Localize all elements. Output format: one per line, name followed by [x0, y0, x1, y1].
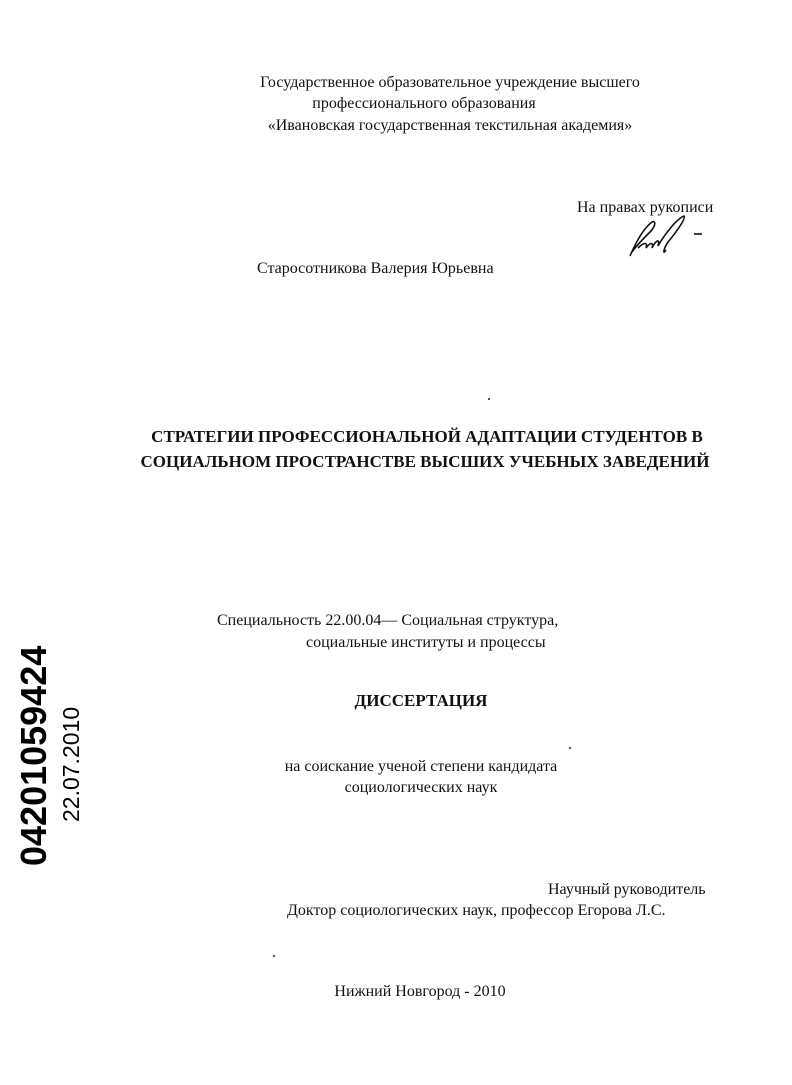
registration-date-stamp: 22.07.2010 [58, 706, 84, 822]
supervisor-label: Научный руководитель [548, 881, 706, 898]
scan-speck [569, 747, 571, 749]
title-line-1: СТРАТЕГИИ ПРОФЕССИОНАЛЬНОЙ АДАПТАЦИИ СТУДЕНТОВ В [151, 427, 703, 446]
degree-line-1: на соискание ученой степени кандидата [284, 758, 558, 775]
registration-number-stamp: 04201059424 [13, 645, 54, 866]
specialty-line-1: Специальность 22.00.04— Социальная структура, [217, 612, 559, 629]
institution-line-2: профессионального образования [312, 95, 536, 112]
place-year: Нижний Новгород - 2010 [334, 983, 506, 1000]
specialty-line-2: социальные институты и процессы [306, 634, 546, 651]
institution-line-3: «Ивановская государственная текстильная академия» [267, 117, 633, 134]
institution-line-1: Государственное образовательное учреждение высшего [260, 74, 640, 91]
manuscript-note: На правах рукописи [577, 199, 714, 216]
degree-line-2: социологических наук [344, 779, 498, 796]
document-type: ДИССЕРТАЦИЯ [354, 691, 488, 710]
scan-speck [488, 398, 490, 400]
scan-speck [273, 955, 275, 957]
signature [622, 212, 712, 262]
author-name: Старосотникова Валерия Юрьевна [257, 260, 494, 277]
title-line-2: СОЦИАЛЬНОМ ПРОСТРАНСТВЕ ВЫСШИХ УЧЕБНЫХ ЗАВЕДЕНИЙ [140, 452, 710, 471]
supervisor-name: Доктор социологических наук, профессор Егорова Л.С. [287, 902, 666, 919]
